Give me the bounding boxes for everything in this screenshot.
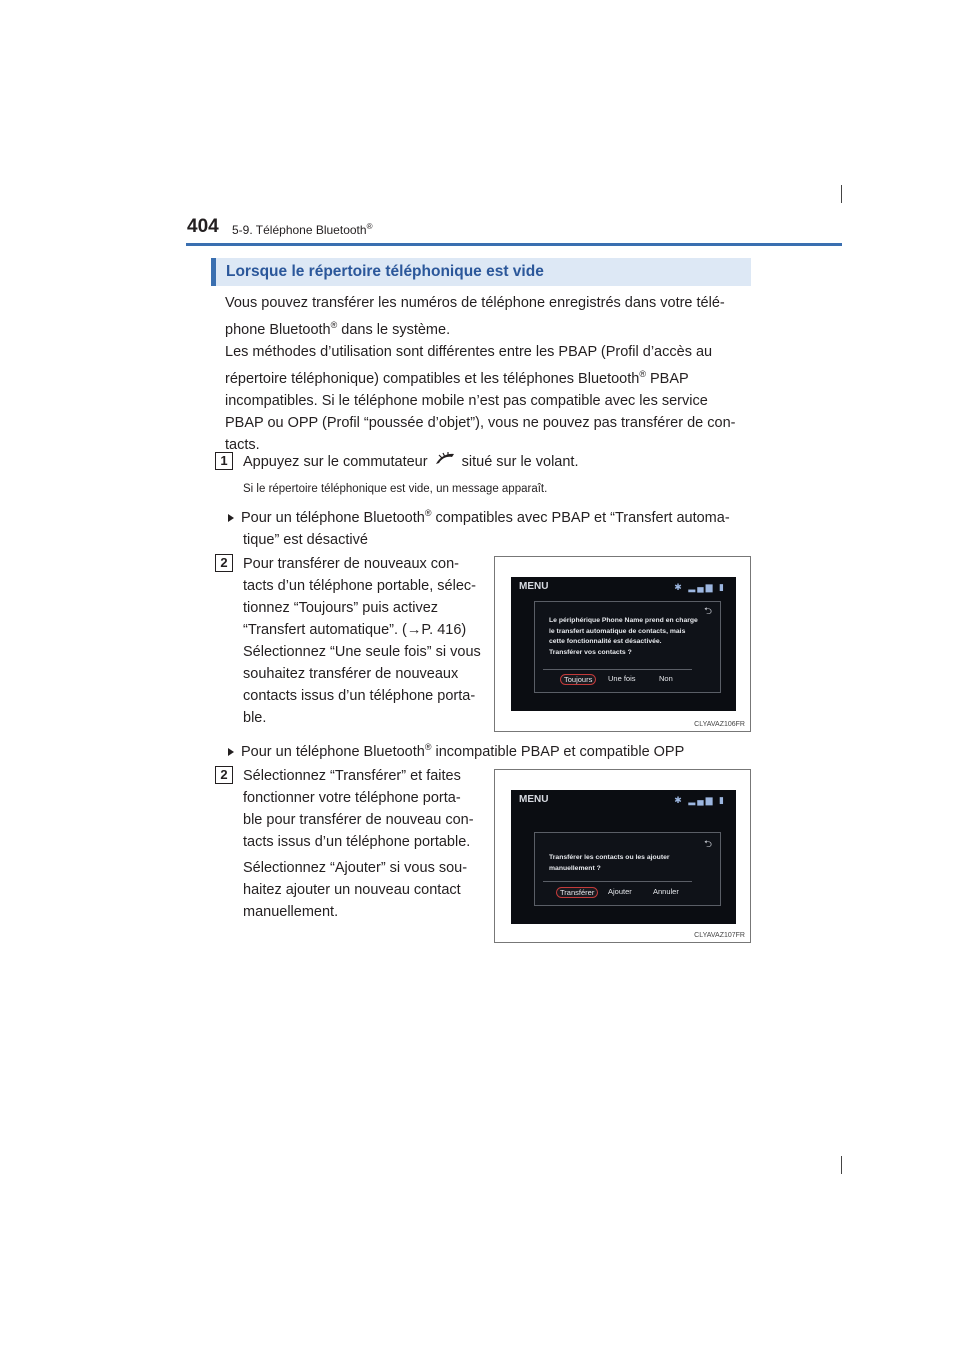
text-line: tionnez “Toujours” puis activez <box>243 600 439 616</box>
back-icon: ⮌ <box>703 606 712 617</box>
back-icon: ⮌ <box>703 839 712 850</box>
step-number-2: 2 <box>215 554 233 572</box>
text-line: tacts issus d’un téléphone portable. <box>243 834 471 850</box>
step1-note: Si le répertoire téléphonique est vide, un message apparaît. <box>243 483 548 495</box>
crop-mark <box>841 1156 842 1174</box>
dialog-line: Transférer vos contacts ? <box>549 648 632 656</box>
phone-icon <box>432 451 458 473</box>
bullet-pbap-incompatible: Pour un téléphone Bluetooth® incompatible PBAP et compatible OPP <box>228 736 748 763</box>
screenshot-1-frame <box>494 556 751 732</box>
text-line: Sélectionnez “Transférer” et faites <box>243 768 461 784</box>
step2b-text-1 <box>243 765 481 853</box>
text-line: Sélectionnez “Ajouter” si vous sou- <box>243 860 468 876</box>
step-number-2: 2 <box>215 766 233 784</box>
crop-mark <box>841 185 842 203</box>
status-icons: ✱ ▂▄▆ ▮ <box>674 582 726 592</box>
text-line: ble pour transférer de nouveau con- <box>243 812 474 828</box>
dialog-box <box>534 601 721 693</box>
dialog-box <box>534 832 721 906</box>
step1-text: Appuyez sur le commutateur situé sur le volant. <box>243 451 579 473</box>
step-number-1: 1 <box>215 452 233 470</box>
menu-label: MENU <box>519 794 549 805</box>
page-number: 404 <box>187 216 219 237</box>
bullet-pbap-compatible: Pour un téléphone Bluetooth® compatibles avec PBAP et “Transfert automa- tique” est désactivé <box>228 502 748 551</box>
text-line: souhaitez transférer de nouveaux <box>243 666 459 682</box>
text-line: Sélectionnez “Une seule fois” si vous <box>243 644 481 660</box>
screenshot-2-frame <box>494 769 751 943</box>
image-caption: CLYAVAZ107FR <box>694 932 745 939</box>
header-rule <box>186 243 842 246</box>
transferer-button[interactable]: Transférer <box>556 887 598 898</box>
step2a-text <box>243 553 481 729</box>
dialog-message <box>549 853 670 874</box>
annuler-button[interactable]: Annuler <box>653 887 679 896</box>
text-line: ble. <box>243 710 267 726</box>
section-title: 5-9. Téléphone Bluetooth® <box>232 222 373 237</box>
text-line: tacts d’un téléphone portable, sélec- <box>243 578 476 594</box>
une-fois-button[interactable]: Une fois <box>608 674 636 683</box>
text-line: fonctionner votre téléphone porta- <box>243 790 461 806</box>
non-button[interactable]: Non <box>659 674 673 683</box>
triangle-bullet-icon <box>228 514 234 522</box>
step2b-text-2 <box>243 857 481 923</box>
text-line: manuellement. <box>243 904 339 920</box>
screenshot-2-screen <box>511 790 736 924</box>
screenshot-1-screen <box>511 577 736 711</box>
triangle-bullet-icon <box>228 748 234 756</box>
section-heading: Lorsque le répertoire téléphonique est vide <box>211 258 751 286</box>
text-line: haitez ajouter un nouveau contact <box>243 882 461 898</box>
dialog-line: Le périphérique Phone Name prend en charge <box>549 617 698 624</box>
text-line: Pour transférer de nouveaux con- <box>243 556 460 572</box>
dialog-line: Transférer les contacts ou les ajouter <box>549 854 670 861</box>
intro-paragraph: Vous pouvez transférer les numéros de téléphone enregistrés dans votre télé- phone Bluetooth® dans le système. Les méthodes d’utilisation sont différentes entre les PBAP (Profil d’accès au répertoire téléphonique) compatibles et les téléphones Bluetooth® PBAP incompatibles. Si le téléphone mobile n’est pas compatible avec les service PBAP ou OPP (Profil “poussée d’objet”), vous ne pouvez pas transférer de con- tacts. <box>225 295 736 453</box>
status-icons: ✱ ▂▄▆ ▮ <box>674 795 726 805</box>
dialog-message <box>549 616 698 658</box>
text-line: “Transfert automatique”. (→P. 416) <box>243 622 467 638</box>
ajouter-button[interactable]: Ajouter <box>608 887 632 896</box>
dialog-line: le transfert automatique de contacts, mais <box>549 627 686 635</box>
toujours-button[interactable]: Toujours <box>560 674 596 685</box>
dialog-line: cette fonctionnalité est désactivée. <box>549 638 662 645</box>
text-line: contacts issus d’un téléphone porta- <box>243 688 476 704</box>
dialog-line: manuellement ? <box>549 864 601 872</box>
menu-label: MENU <box>519 581 549 592</box>
image-caption: CLYAVAZ106FR <box>694 721 745 728</box>
